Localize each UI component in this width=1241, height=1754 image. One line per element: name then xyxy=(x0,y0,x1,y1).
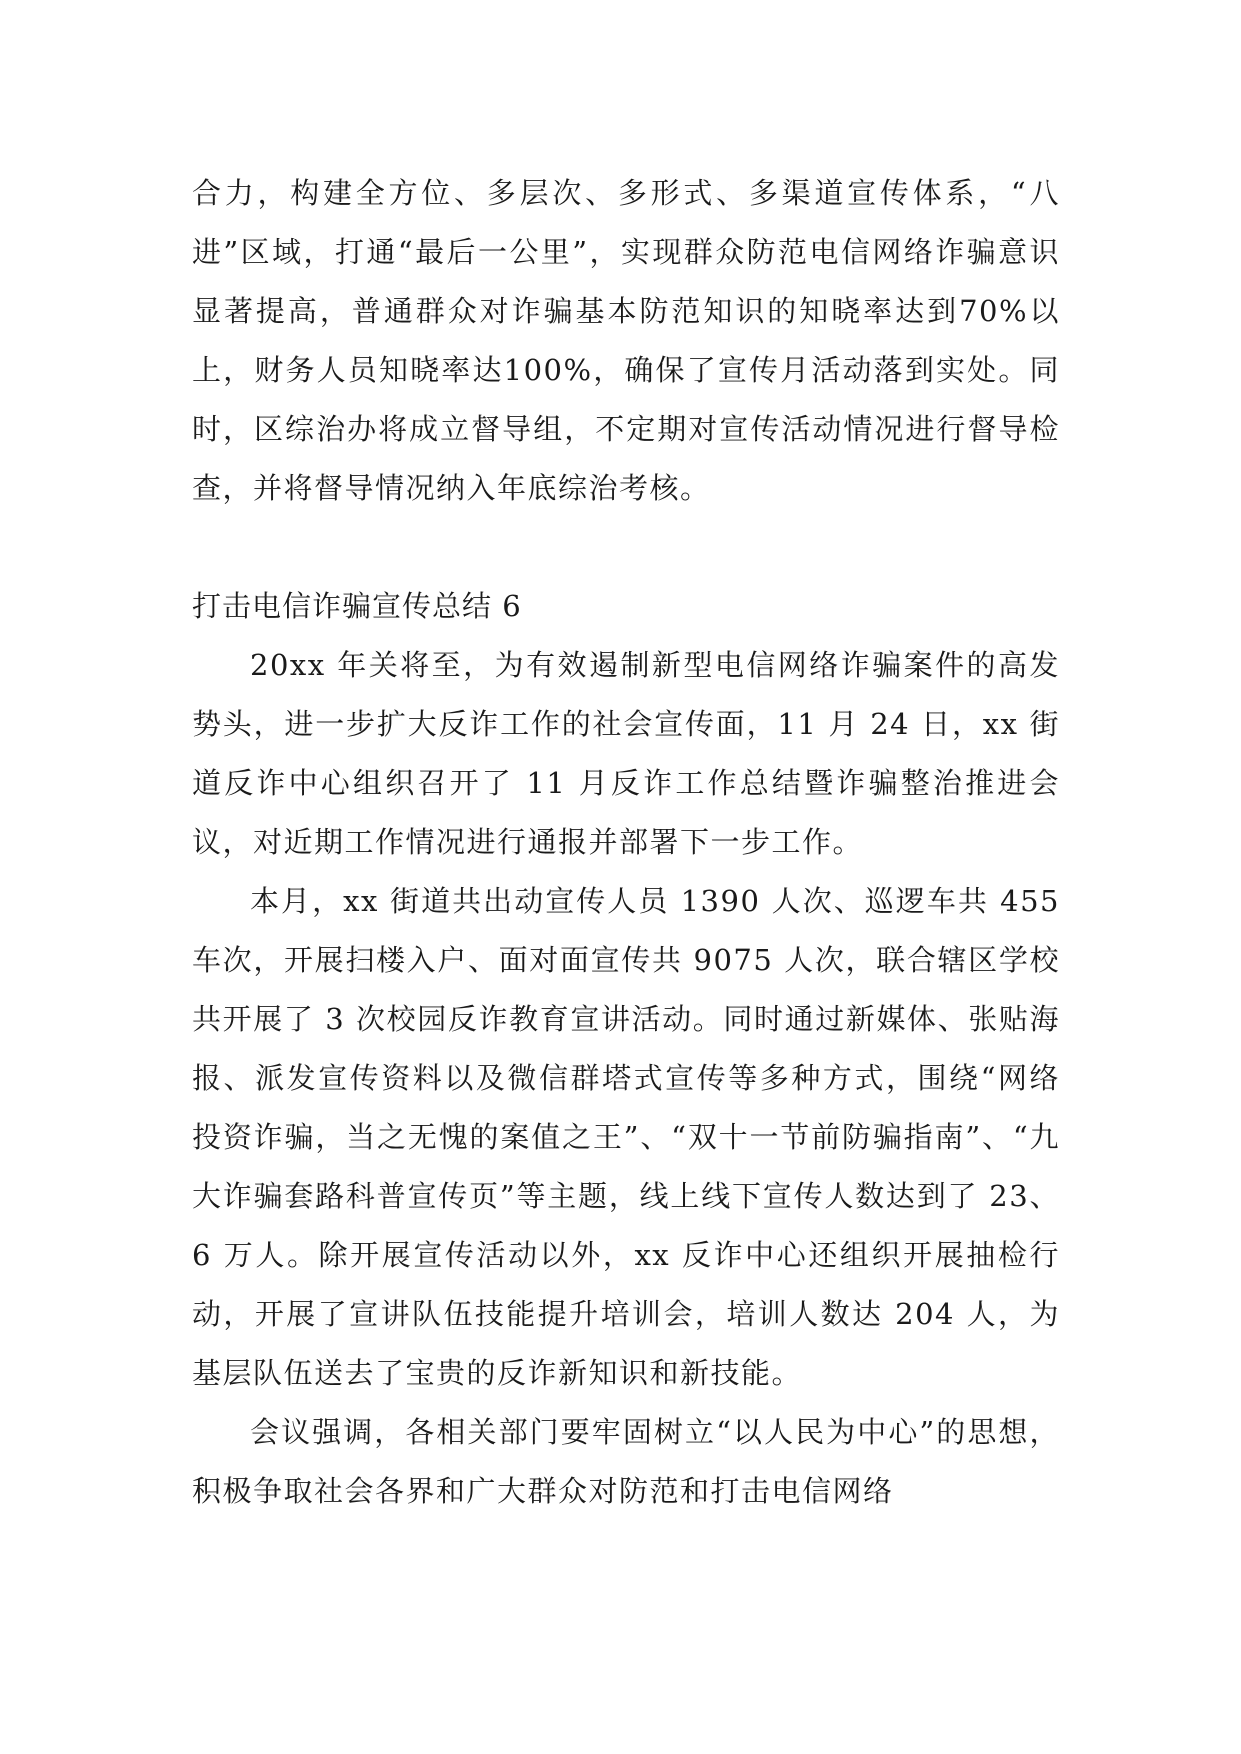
intro-paragraph: 合力，构建全方位、多层次、多形式、多渠道宣传体系，“八进”区域，打通“最后一公里”，实现群众防范电信网络诈骗意识显著提高，普通群众对诈骗基本防范知识的知晓率达到70%以上，财务人员知晓率达100%，确保了宣传月活动落到实处。同时，区综治办将成立督导组，不定期对宣传活动情况进行督导检查，并将督导情况纳入年底综治考核。 xyxy=(192,176,1060,505)
document-body xyxy=(192,164,1060,1521)
section-title: 打击电信诈骗宣传总结 6 xyxy=(192,589,522,623)
body-paragraph-1: 20xx 年关将至，为有效遏制新型电信网络诈骗案件的高发势头，进一步扩大反诈工作的社会宣传面，11 月 24 日，xx 街道反诈中心组织召开了 11 月反诈工作总结暨诈骗整治推进会议，对近期工作情况进行通报并部署下一步工作。 xyxy=(192,648,1060,859)
body-paragraph-3: 会议强调，各相关部门要牢固树立“以人民为中心”的思想，积极争取社会各界和广大群众对防范和打击电信网络 xyxy=(192,1415,1060,1508)
body-paragraph-2: 本月，xx 街道共出动宣传人员 1390 人次、巡逻车共 455 车次，开展扫楼入户、面对面宣传共 9075 人次，联合辖区学校共开展了 3 次校园反诈教育宣讲活动。同时通过新媒体、张贴海报、派发宣传资料以及微信群塔式宣传等多种方式，围绕“网络投资诈骗，当之无愧的案值之王”、“双十一节前防骗指南”、“九大诈骗套路科普宣传页”等主题，线上线下宣传人数达到了 23、6 万人。除开展宣传活动以外，xx 反诈中心还组织开展抽检行动，开展了宣讲队伍技能提升培训会，培训人数达 204 人，为基层队伍送去了宝贵的反诈新知识和新技能。 xyxy=(192,884,1060,1390)
